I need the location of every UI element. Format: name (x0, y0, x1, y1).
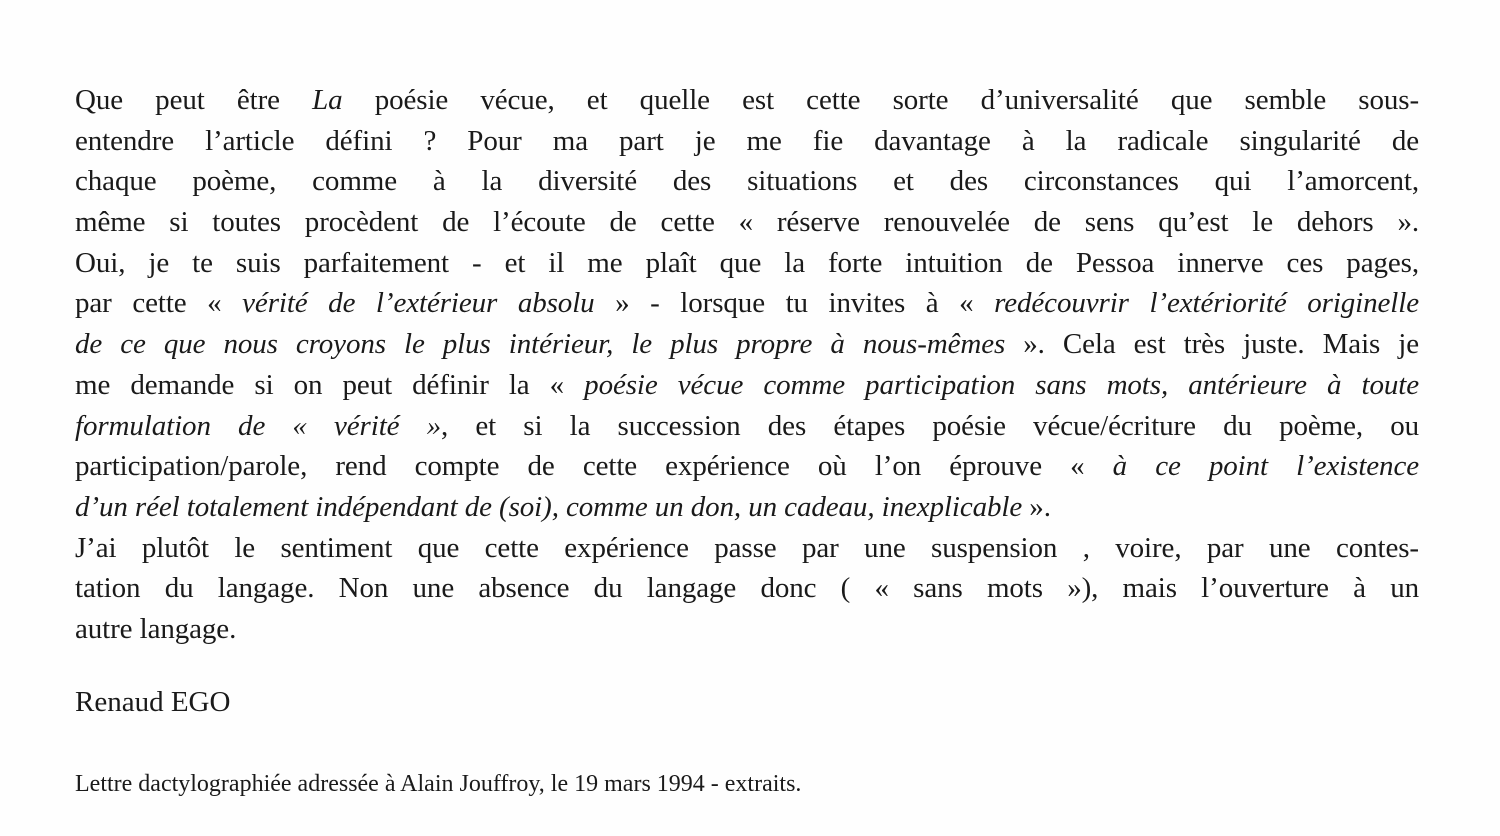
text-line-content (75, 446, 1419, 487)
text-line-content (75, 406, 1419, 447)
text-line-content (75, 487, 1419, 528)
text-line-content (75, 528, 1419, 569)
text-segment: chaque poème, comme à la diversité des situations et des circonstances qui l’amorcent, (75, 165, 1419, 198)
italic-quote: d’un réel totalement indépendant de (soi), comme un don, un cadeau, inexplicable (75, 490, 1023, 523)
italic-quote: de ce que nous croyons le plus intérieur, le plus propre à nous-mêmes (75, 328, 1006, 361)
text-segment: » - lorsque tu invites à « (594, 287, 995, 320)
italic-quote: à ce point l’existence (1112, 450, 1419, 483)
text-line-content (75, 283, 1419, 324)
text-line-content (75, 324, 1419, 365)
text-line-content (75, 202, 1419, 243)
text-line-content (75, 161, 1419, 202)
text-segment: ». Cela est très juste. Mais je (1005, 328, 1419, 361)
text-line (75, 202, 1419, 243)
text-line-content (75, 568, 1419, 609)
text-segment: ». (1022, 490, 1051, 523)
italic-quote: poésie vécue comme participation sans mots, antérieure à toute (584, 368, 1419, 401)
text-segment: poésie vécue, et quelle est cette sorte d’universalité que semble sous- (342, 84, 1419, 116)
text-segment: par cette « (75, 287, 243, 320)
text-line (75, 283, 1419, 324)
letter-body (75, 80, 1419, 650)
italic-quote: redécouvrir l’extériorité originelle (994, 287, 1419, 320)
text-line-content (75, 243, 1419, 284)
text-line-content (75, 609, 1419, 650)
text-segment: tation du langage. Non une absence du langage donc ( « sans mots »), mais l’ouverture à un (75, 572, 1419, 605)
text-segment: entendre l’article défini ? Pour ma part je me fie davantage à la radicale singularité de (75, 124, 1419, 157)
text-line (75, 243, 1419, 284)
text-line (75, 528, 1419, 569)
text-segment: me demande si on peut définir la « (75, 368, 585, 401)
italic-quote: formulation de « vérité » (75, 409, 442, 442)
text-line-content (75, 121, 1419, 162)
text-segment: autre langage. (75, 612, 237, 645)
source-caption: Lettre dactylographiée adressée à Alain Jouffroy, le 19 mars 1994 - extraits. (75, 771, 802, 797)
text-segment: Oui, je te suis parfaitement - et il me plaît que la forte intuition de Pessoa innerve ces pages, (75, 246, 1419, 279)
text-segment: participation/parole, rend compte de cette expérience où l’on éprouve « (75, 450, 1113, 483)
text-segment: Que peut être (75, 84, 313, 116)
italic-quote: La (312, 84, 343, 116)
signature: Renaud EGO (75, 686, 231, 718)
text-line (75, 406, 1419, 447)
text-segment: , et si la succession des étapes poésie vécue/écriture du poème, ou (441, 409, 1420, 442)
text-segment: J’ai plutôt le sentiment que cette expérience passe par une suspension , voire, par une contes- (75, 531, 1419, 564)
text-line (75, 161, 1419, 202)
text-line (75, 121, 1419, 162)
text-line (75, 446, 1419, 487)
text-line (75, 365, 1419, 406)
text-line (75, 324, 1419, 365)
text-line (75, 568, 1419, 609)
text-line-content (75, 365, 1419, 406)
text-line (75, 487, 1419, 528)
italic-quote: vérité de l’extérieur absolu (242, 287, 595, 320)
text-line (75, 80, 1419, 121)
text-segment: même si toutes procèdent de l’écoute de cette « réserve renouvelée de sens qu’est le dehors ». (75, 206, 1419, 239)
text-line-content (75, 80, 1419, 121)
text-line (75, 609, 1419, 650)
